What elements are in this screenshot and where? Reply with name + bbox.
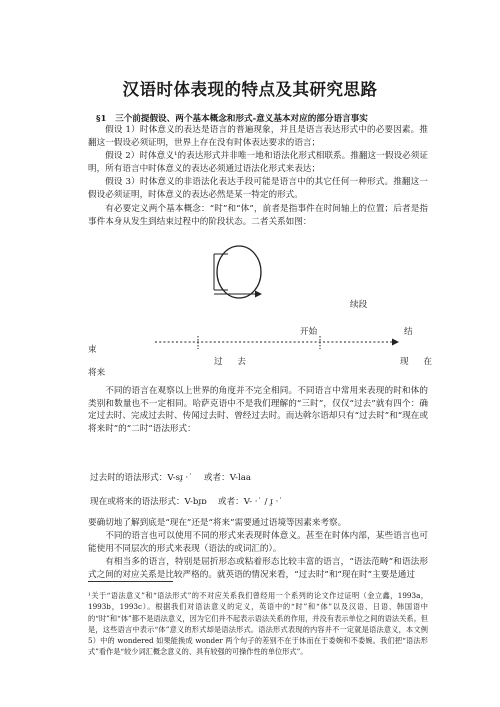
label-start: 开始 [300,327,318,337]
page-title: 汉语时体表现的特点及其研究思路 [122,80,378,99]
label-future: 将来 [88,368,106,378]
paragraph-forms: 不同的语言也可以使用不同的形式来表现时体意义。甚至在时体内部，某些语言也可能使用不同层次的形式来表现（语法的或词汇的）。 [88,531,428,554]
section-heading: §1 三个前提假设、两个基本概念和形式-意义基本对应的部分语言事实 [96,114,368,124]
label-end-part1: 结 [404,327,413,337]
paragraph-distinguish: 要确切地了解到底是“现在”还是“将来”需要通过语境等因素来考察。 [88,518,347,528]
example-past-form: 过去时的语法形式：V-sɪ̯ ·˙ 或者：V-laa [90,473,252,483]
label-end-part2: 束 [88,345,97,355]
paragraph-hypothesis-3: 假设 3）时体意义的非语法化表达手段可能是语言中的其它任何一种形式。推翻这一假设必须证明，时体意义的表达必然是某一特定的形式。 [88,177,428,200]
label-duration: 续段 [350,300,368,310]
label-present: 现 在 [400,357,438,367]
footnote: ¹关于“语法意义”和“语法形式”的不对应关系我们曾经用一个系列的论文作过证明（金立鑫，1993a，1993b，1993c）。根据我们对语法意义的定义，英语中的“时”和“体”以及汉语、日语、韩国语中的“时”和“体”都不是语法意义，因为它们并不起表示语法关系的作用，并没有表示单位之间的语法关系。但是，这些语言中表示“体”意义的形式却是语法形式。语法形式表现的内容并不一定就是语法意义，本文例 5）中的 wondered 如果能换成 wonder 两个句子的差别不在于体而在于委婉和不委婉。我们把“语法形式”看作是“较少词汇概念意义的、具有较强的可操作性的单位形式”。 [88,591,428,657]
event-arrow-head [255,291,262,298]
paragraph-hypothesis-1: 假设 1）时体意义的表达是语言的普遍现象，并且是语言表达形式中的必要因素。推翻这一假设必须证明，世界上存在没有时体表达要求的语言； [88,125,428,148]
label-past: 过 去 [214,357,252,367]
time-axis-arrowhead [392,339,399,346]
paragraph-languages: 不同的语言在观察以上世界的角度并不完全相同。不同语言中常用来表现的时和体的类别和数量也不一定相同。哈萨克语中不是我们理解的“三时”，仅仅“过去”就有四个：确定过去时、完成过去时、传闻过去时、曾经过去时。而达斡尔语却只有“过去时”和“现在或将来时”的“二时”语法形式： [88,386,428,434]
example-present-form: 现在或将来的语法形式：V-bɪ̯ɒ 或者：V- ·˙ / ɪ̯ ·˙ [90,497,283,507]
event-circle [217,246,261,298]
paragraph-hypothesis-2: 假设 2）时体意义¹的表达形式并非唯一地和语法化形式相联系。推翻这一假设必须证明，所有语言中时体意义的表达必须通过语法化形式来表达； [88,151,428,174]
paragraph-rich-languages: 有相当多的语言，特别是屈折形态或粘着形态比较丰富的语言，“语法范畴”和语法形式之间的对应关系是比较严格的。就英语的情况来看，“过去时”和“现在时”主要是通过 [88,557,428,580]
paragraph-concepts: 有必要定义两个基本概念：“时”和“体”，前者是指事件在时间轴上的位置；后者是指事件本身从发生到结束过程中的阶段状态。二者关系如图： [88,204,428,227]
footnote-divider [88,581,173,582]
